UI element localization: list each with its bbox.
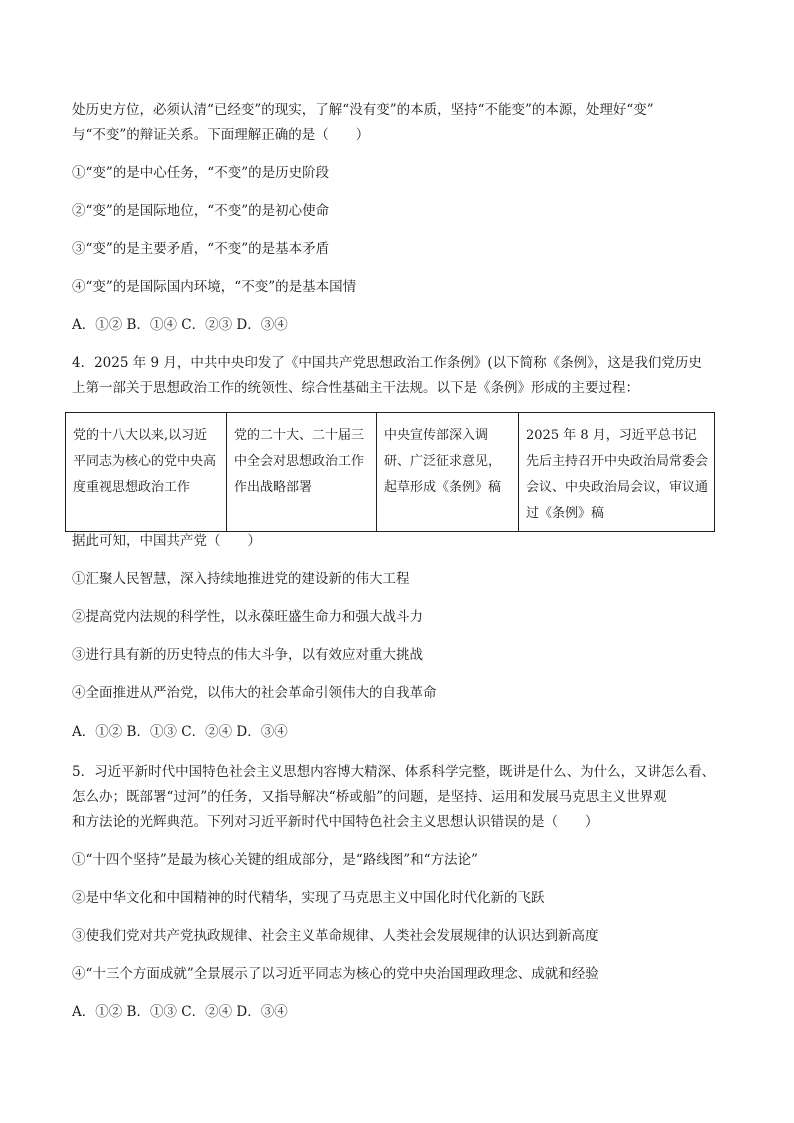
q3-option-1: ①“变”的是中心任务，“不变”的是历史阶段: [72, 165, 330, 181]
q4-option-2: ②提高党内法规的科学性，以永葆旺盛生命力和强大战斗力: [72, 609, 423, 625]
q4-prompt: 据此可知，中国共产党（ ）: [72, 533, 261, 549]
table-row: [66, 413, 715, 532]
q5-answer-choices: A．①② B．①③ C．②④ D．③④: [72, 1004, 288, 1020]
q5-stem-line-3: 和方法论的光辉典范。下列对习近平新时代中国特色社会主义思想认识错误的是（ ）: [72, 814, 599, 830]
q3-answer-choices: A．①② B．①④ C．②③ D．③④: [72, 317, 288, 333]
q4-stem-line-1: 4．2025 年 9 月，中共中央印发了《中国共产党思想政治工作条例》(以下简称《条例》，这是我们党历史: [72, 355, 702, 371]
q5-stem-line-2: 怎么办；既部署“过河”的任务，又指导解决“桥或船”的问题，是坚持、运用和发展马克思主义世界观: [72, 789, 667, 805]
process-step-3: 中央宣传部深入调研、广泛征求意见，起草形成《条例》稿: [377, 413, 519, 532]
q4-stem-line-2: 上第一部关于思想政治工作的统领性、综合性基础主干法规。以下是《条例》形成的主要过程：: [72, 380, 639, 396]
q4-option-3: ③进行具有新的历史特点的伟大斗争，以有效应对重大挑战: [72, 647, 423, 663]
q4-option-1: ①汇聚人民智慧，深入持续地推进党的建设新的伟大工程: [72, 571, 410, 587]
q3-option-3: ③“变”的是主要矛盾，“不变”的是基本矛盾: [72, 241, 330, 257]
q3-stem-line-2: 与“不变”的辩证关系。下面理解正确的是（ ）: [72, 127, 370, 143]
process-step-1: 党的十八大以来,以习近平同志为核心的党中央高度重视思想政治工作: [66, 413, 227, 532]
q4-answer-choices: A．①② B．①③ C．②④ D．③④: [72, 724, 288, 740]
q3-option-2: ②“变”的是国际地位，“不变”的是初心使命: [72, 203, 330, 219]
q5-option-3: ③使我们党对共产党执政规律、社会主义革命规律、人类社会发展规律的认识达到新高度: [72, 928, 599, 944]
process-step-2: 党的二十大、二十届三中全会对思想政治工作作出战略部署: [227, 413, 377, 532]
q5-option-2: ②是中华文化和中国精神的时代精华，实现了马克思主义中国化时代化新的飞跃: [72, 890, 545, 906]
q3-stem-line-1: 处历史方位，必须认清“已经变”的现实，了解“没有变”的本质，坚持“不能变”的本源，处理好“变”: [72, 102, 654, 118]
q5-option-4: ④“十三个方面成就”全景展示了以习近平同志为核心的党中央治国理政理念、成就和经验: [72, 966, 599, 982]
q3-option-4: ④“变”的是国际国内环境，“不变”的是基本国情: [72, 279, 357, 295]
process-step-4: 2025 年 8 月，习近平总书记先后主持召开中央政治局常委会会议、中央政治局会议，审议通过《条例》稿: [519, 413, 715, 532]
q4-process-table: [65, 412, 715, 532]
q5-stem-line-1: 5．习近平新时代中国特色社会主义思想内容博大精深、体系科学完整，既讲是什么、为什么，又讲怎么看、: [72, 764, 716, 780]
q4-option-4: ④全面推进从严治党，以伟大的社会革命引领伟大的自我革命: [72, 685, 437, 701]
q5-option-1: ①“十四个坚持”是最为核心关键的组成部分，是“路线图”和“方法论”: [72, 852, 478, 868]
